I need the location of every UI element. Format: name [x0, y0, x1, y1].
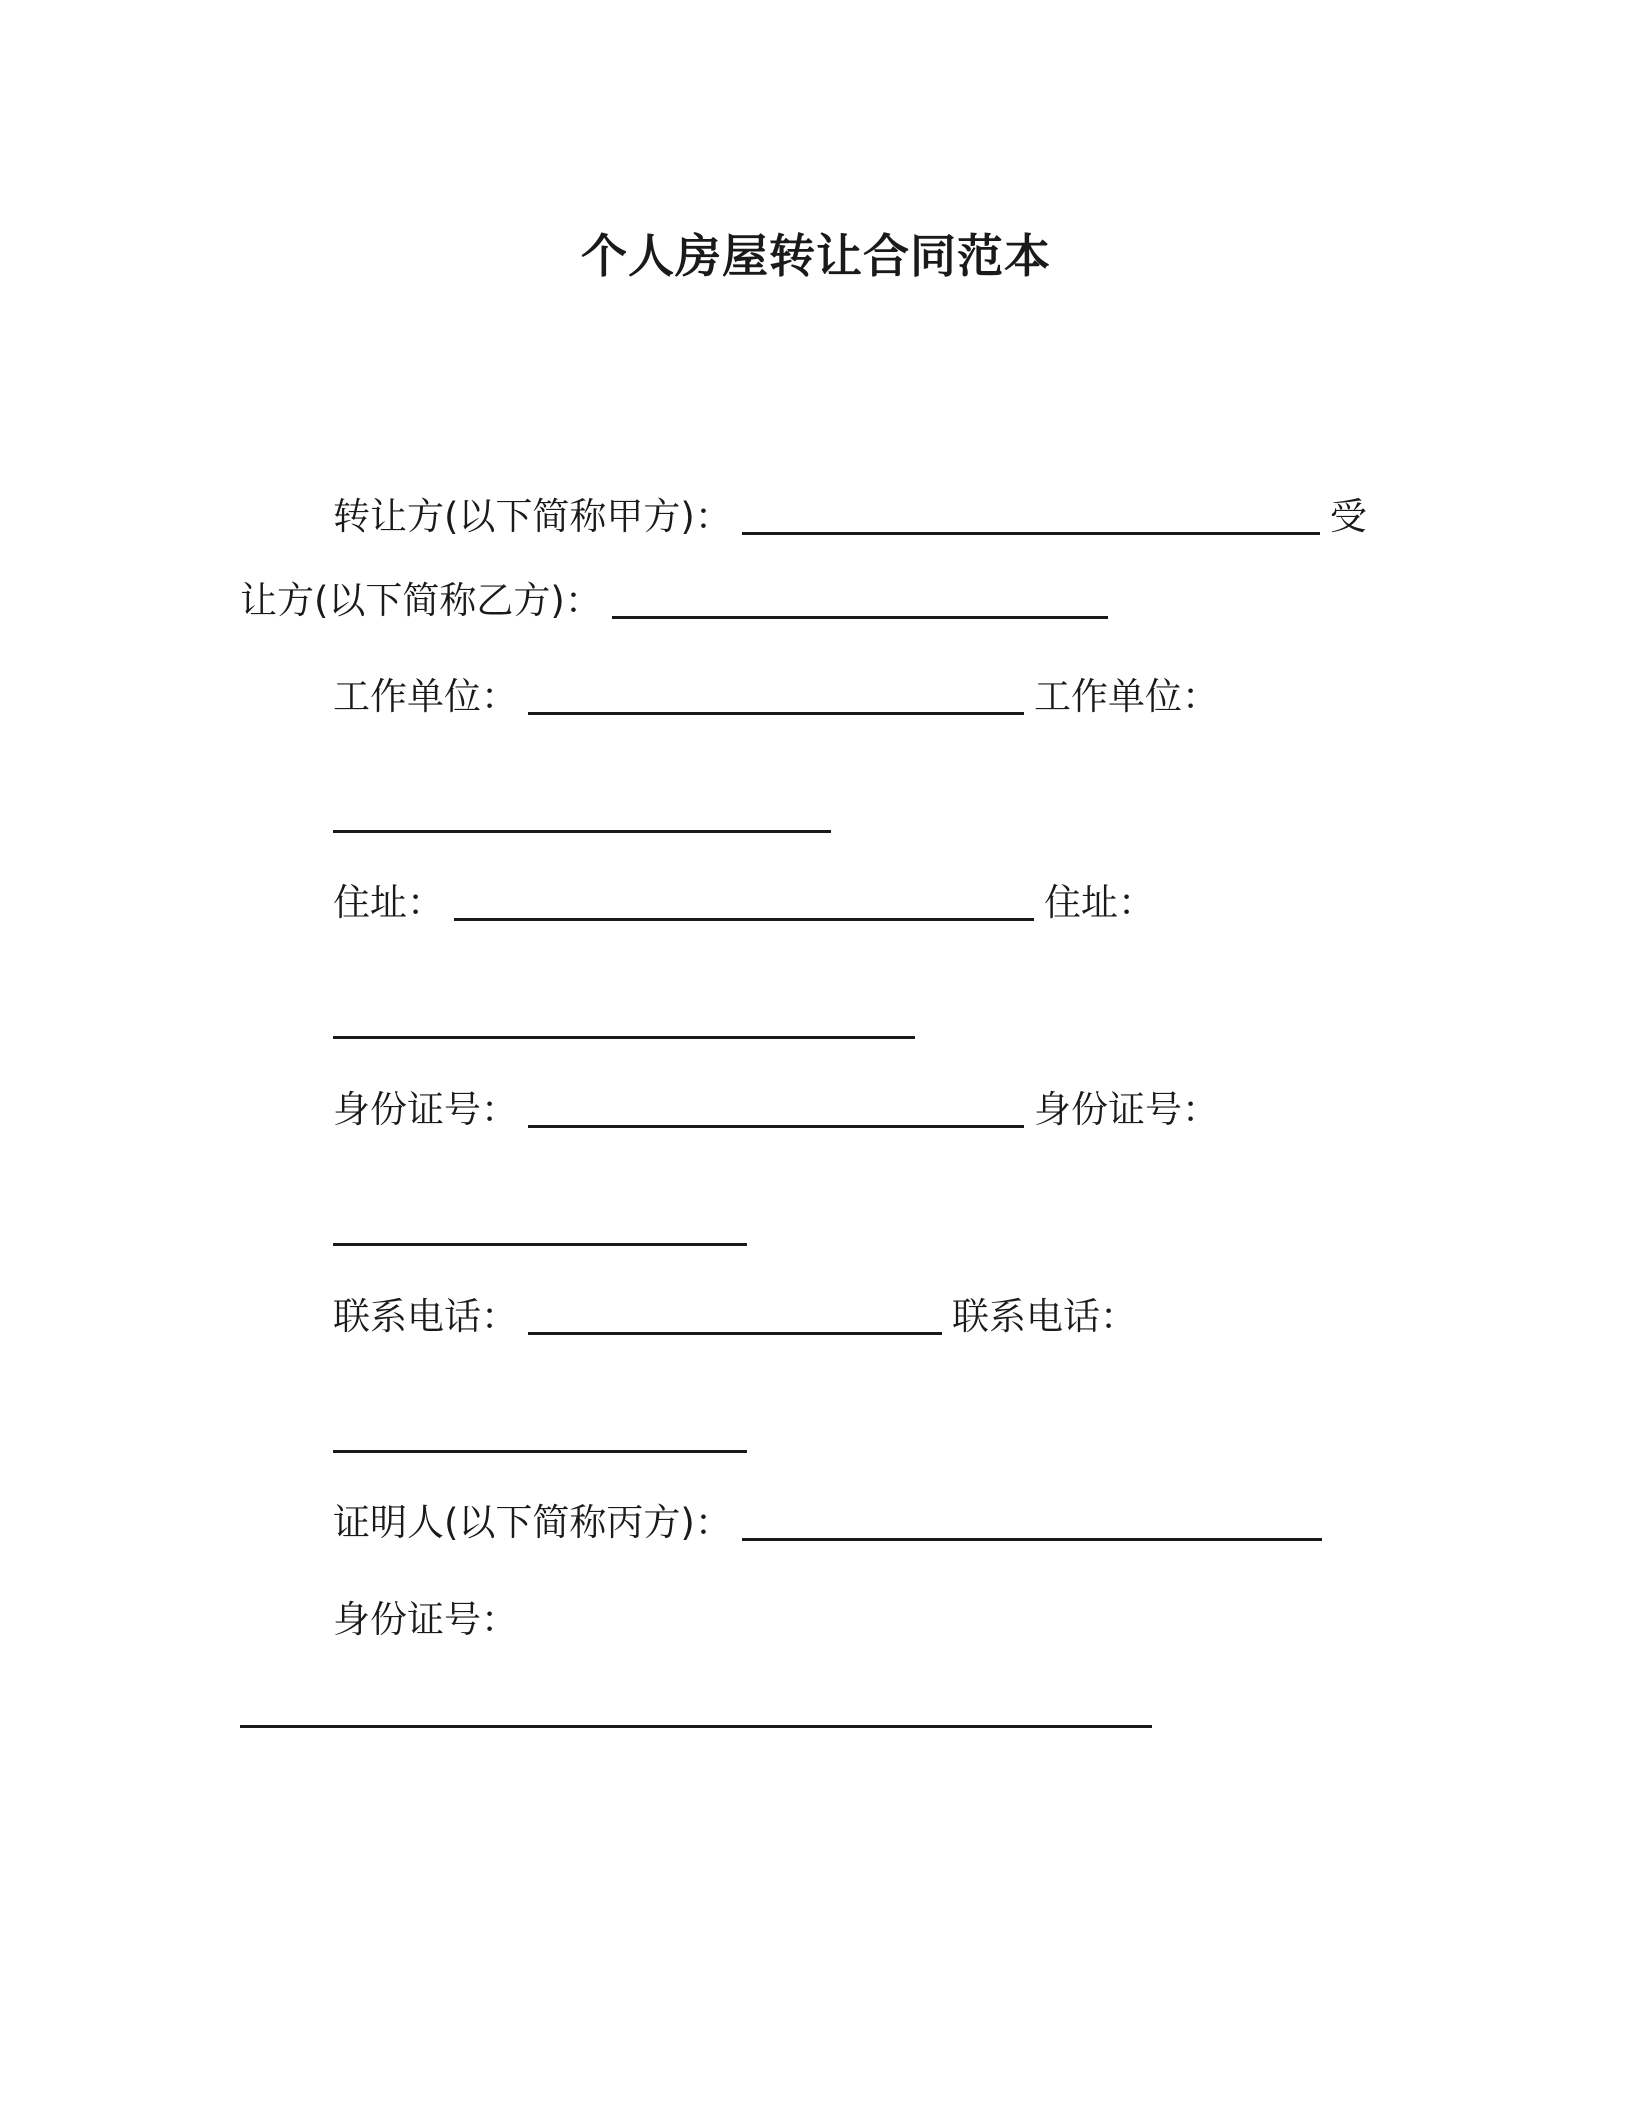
phone-b-line — [333, 1410, 757, 1460]
work-unit-line — [333, 672, 1219, 722]
work-unit-b-blank[interactable] — [333, 798, 831, 833]
witness-id-line — [333, 1595, 518, 1645]
work-unit-b-line — [333, 790, 841, 840]
transferor-blank[interactable] — [742, 500, 1320, 535]
address-a-blank[interactable] — [454, 886, 1034, 921]
id-number-b-blank[interactable] — [333, 1211, 747, 1246]
transferee-label: 让方(以下简称乙方)： — [240, 579, 602, 622]
id-number-b-line — [333, 1203, 757, 1253]
transferor-label: 转让方(以下简称甲方)： — [333, 495, 732, 538]
witness-blank[interactable] — [742, 1506, 1322, 1541]
phone-b-label: 联系电话： — [952, 1295, 1137, 1338]
id-number-line — [333, 1085, 1219, 1135]
work-unit-a-blank[interactable] — [528, 680, 1024, 715]
phone-b-blank[interactable] — [333, 1418, 747, 1453]
work-unit-b-label: 工作单位： — [1034, 675, 1219, 718]
transferee-line — [240, 576, 1118, 626]
id-number-a-label: 身份证号： — [333, 1088, 518, 1131]
address-b-blank[interactable] — [333, 1004, 915, 1039]
address-b-line — [333, 996, 925, 1046]
work-unit-a-label: 工作单位： — [333, 675, 518, 718]
phone-a-blank[interactable] — [528, 1300, 942, 1335]
transferee-prefix: 受 — [1329, 495, 1367, 538]
address-b-label: 住址： — [1044, 881, 1155, 924]
transferor-line — [333, 492, 1367, 542]
id-number-a-blank[interactable] — [528, 1093, 1024, 1128]
witness-label: 证明人(以下简称丙方)： — [333, 1501, 732, 1544]
id-number-b-label: 身份证号： — [1034, 1088, 1219, 1131]
witness-line — [333, 1498, 1332, 1548]
phone-a-label: 联系电话： — [333, 1295, 518, 1338]
address-a-label: 住址： — [333, 881, 444, 924]
witness-id-blank-line — [240, 1685, 1162, 1735]
witness-id-label: 身份证号： — [333, 1598, 518, 1641]
address-line — [333, 878, 1155, 928]
page-title: 个人房屋转让合同范本 — [581, 229, 1051, 283]
transferee-blank[interactable] — [612, 584, 1108, 619]
phone-line — [333, 1292, 1137, 1342]
witness-id-blank[interactable] — [240, 1693, 1152, 1728]
